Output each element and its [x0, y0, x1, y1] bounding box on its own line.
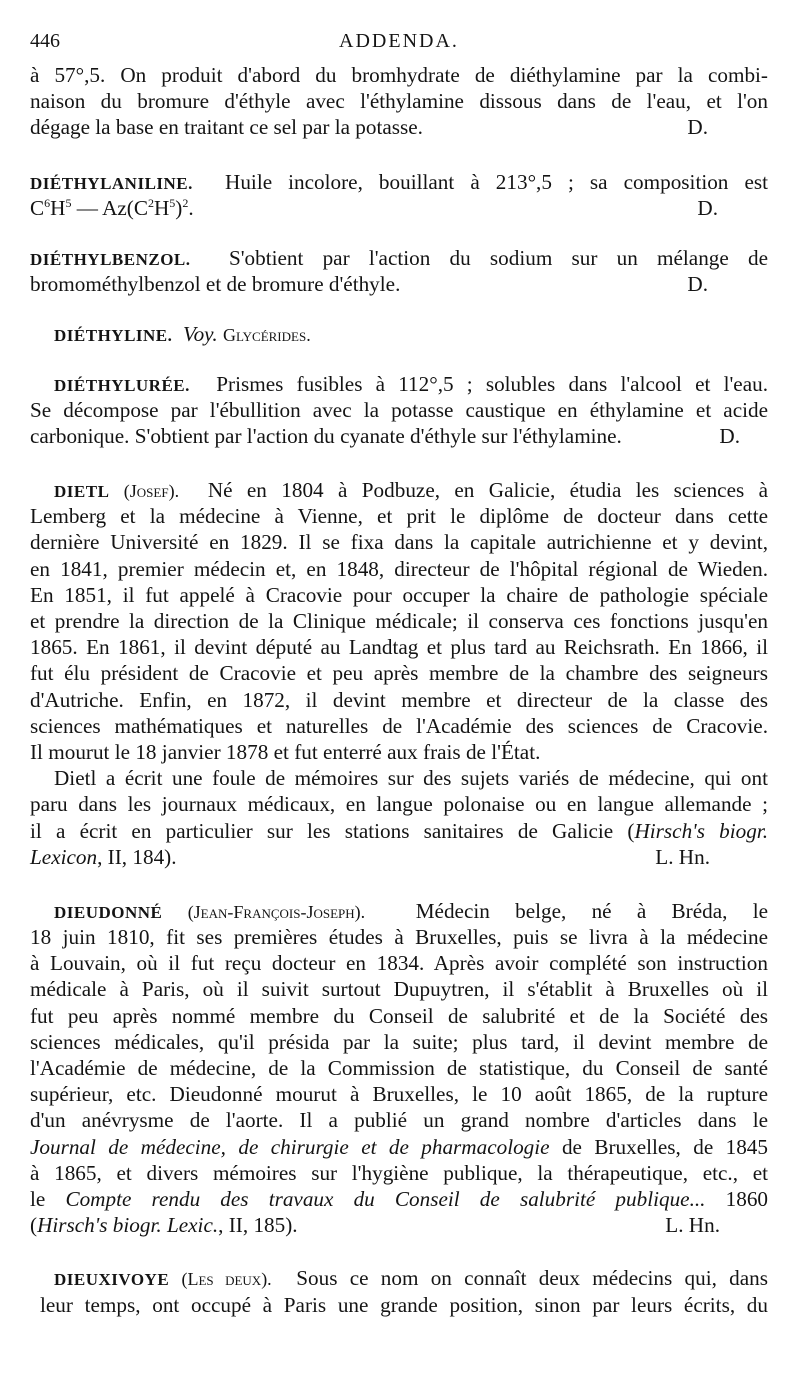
text-line: DIÉTHYLINE. Voy. Glycérides. — [54, 322, 311, 347]
chemical-formula: $C^6H^5$ — $Az(C^2H^5)^2$. D. — [30, 195, 718, 220]
text-line: d'Autriche. Enfin, en 1872, il devint membre et directeur de la classe des — [30, 687, 768, 712]
author-signature: D. — [687, 272, 708, 297]
text-line: leur temps, ont occupé à Paris une grande position, sinon par leurs écrits, du — [40, 1292, 768, 1317]
author-signature: D. — [687, 115, 708, 140]
text-line: Lemberg et la médecine à Vienne, et prit le diplôme de docteur dans cette — [30, 504, 768, 529]
text-line: DIÉTHYLURÉE. Prismes fusibles à 112°,5 ; solubles dans l'alcool et l'eau. — [54, 371, 769, 396]
text-line: à Louvain, où il fut reçu docteur en 1834. Après avoir complété son instruction — [30, 951, 768, 976]
text-line: à 57°,5. On produit d'abord du bromhydrate de diéthylamine par la combi- — [30, 63, 768, 87]
entry-diethyluree — [30, 371, 768, 450]
text-line: supérieur, etc. Dieudonné mourut à Bruxelles, le 10 août 1865, de la rupture — [30, 1082, 768, 1107]
page-number: 446 — [30, 30, 60, 52]
text-line: Il mourut le 18 janvier 1878 et fut enterré aux frais de l'État. — [30, 739, 541, 764]
author-signature: L. Hn. — [655, 844, 710, 869]
entry-dieudonne — [30, 898, 768, 1238]
entry-headword: DIETL — [54, 482, 110, 502]
entry-headword: DIÉTHYLINE. — [54, 326, 173, 346]
text-line: DIEUXIVOYE (Les deux). Sous ce nom on connaît deux médecins qui, dans — [54, 1266, 768, 1291]
text-line: sciences médicales, qu'il présida par la suite; plus tard, il devint membre de — [30, 1029, 768, 1054]
text-line: à 1865, et divers mémoires sur l'hygiène publique, la thérapeutique, etc., et — [30, 1160, 768, 1185]
cross-reference: Glycérides. — [223, 325, 311, 346]
running-title: ADDENDA. — [339, 30, 459, 52]
entry-dietl — [30, 477, 768, 870]
text-line: dernière Université en 1829. Il se fixa dans la capitale autrichienne et y devint, — [30, 530, 768, 555]
text-line: Dietl a écrit une foule de mémoires sur des sujets variés de médecine, qui ont — [54, 766, 768, 791]
text-line: Journal de médecine, de chirurgie et de pharmacologie de Bruxelles, de 1845 — [30, 1134, 768, 1159]
entry-continuation — [30, 62, 768, 141]
entry-headword: DIEUXIVOYE — [54, 1270, 170, 1290]
text-line: il a écrit en particulier sur les stations sanitaires de Galicie (Hirsch's biogr. — [30, 818, 768, 843]
text-line: d'un anévrysme de l'aorte. Il a publié un grand nombre d'articles dans le — [30, 1108, 768, 1133]
entry-headword: DIÉTHYLURÉE. — [54, 375, 190, 395]
text-line: carbonique. S'obtient par l'action du cyanate d'éthyle sur l'éthylamine. D. — [30, 423, 740, 448]
text-line: dégage la base en traitant ce sel par la potasse. D. — [30, 115, 708, 140]
text-line: DIETL (Josef). Né en 1804 à Podbuze, en Galicie, étudia les sciences à — [54, 478, 769, 503]
book-page — [30, 28, 768, 1318]
entry-diethylaniline — [30, 169, 768, 221]
text-line: médicale à Paris, où il suivit surtout Dupuytren, il s'établit à Bruxelles où il — [30, 977, 768, 1002]
entry-headword: DIEUDONNÉ — [54, 902, 163, 922]
text-line: l'Académie de médecine, de la Commission de statistique, du Conseil de santé — [30, 1056, 768, 1080]
text-line: DIÉTHYLBENZOL. S'obtient par l'action du sodium sur un mélange de — [30, 245, 768, 270]
author-signature: D. — [697, 195, 718, 220]
text-line: fut élu président de Cracovie et peu après membre de la chambre des seigneurs — [30, 661, 768, 686]
text-line: Lexicon, II, 184). L. Hn. — [30, 844, 710, 869]
text-line: Se décompose par l'ébullition avec la potasse caustique en éthylamine et acide — [30, 397, 768, 422]
author-signature: L. Hn. — [665, 1213, 720, 1238]
entry-dieuxivoye — [30, 1265, 768, 1317]
text-line: naison du bromure d'éthyle avec l'éthylamine dissous dans de l'eau, et l'on — [30, 89, 768, 114]
text-line: bromométhylbenzol et de bromure d'éthyle. D. — [30, 272, 708, 297]
entry-headword: DIÉTHYLBENZOL. — [30, 249, 191, 269]
text-line: le Compte rendu des travaux du Conseil de salubrité publique... 1860 — [30, 1186, 769, 1211]
text-line: fut peu après nommé membre du Conseil de salubrité et de la Société des — [30, 1003, 768, 1028]
entry-headword: DIÉTHYLANILINE. — [30, 173, 193, 193]
text-line: 1865. En 1861, il devint député au Landtag et plus tard au Reichsrath. En 1866, il — [30, 635, 768, 660]
text-line: sciences mathématiques et naturelles de l'Académie des sciences de Cracovie. — [30, 713, 768, 738]
text-line: paru dans les journaux médicaux, en langue polonaise ou en langue allemande ; — [30, 792, 768, 817]
author-signature: D. — [719, 423, 740, 448]
page-header — [30, 28, 768, 62]
text-line: DIÉTHYLANILINE. Huile incolore, bouillant à 213°,5 ; sa composition est — [30, 169, 768, 194]
entry-diethylbenzol — [30, 245, 768, 297]
text-line: 18 juin 1810, fit ses premières études à Bruxelles, puis se livra à la médecine — [30, 925, 768, 950]
text-line: (Hirsch's biogr. Lexic., II, 185). L. Hn. — [30, 1213, 720, 1238]
text-line: DIEUDONNÉ (Jean-François-Joseph). Médecin belge, né à Bréda, le — [54, 898, 768, 923]
entry-diethyline — [30, 321, 768, 347]
text-line: et prendre la direction de la Clinique médicale; il conserva ces fonctions jusqu'en — [30, 609, 768, 633]
text-line: en 1841, premier médecin et, en 1848, directeur de l'hôpital régional de Wieden. — [30, 556, 768, 581]
text-line: En 1851, il fut appelé à Cracovie pour occuper la chaire de pathologie spéciale — [30, 582, 768, 607]
